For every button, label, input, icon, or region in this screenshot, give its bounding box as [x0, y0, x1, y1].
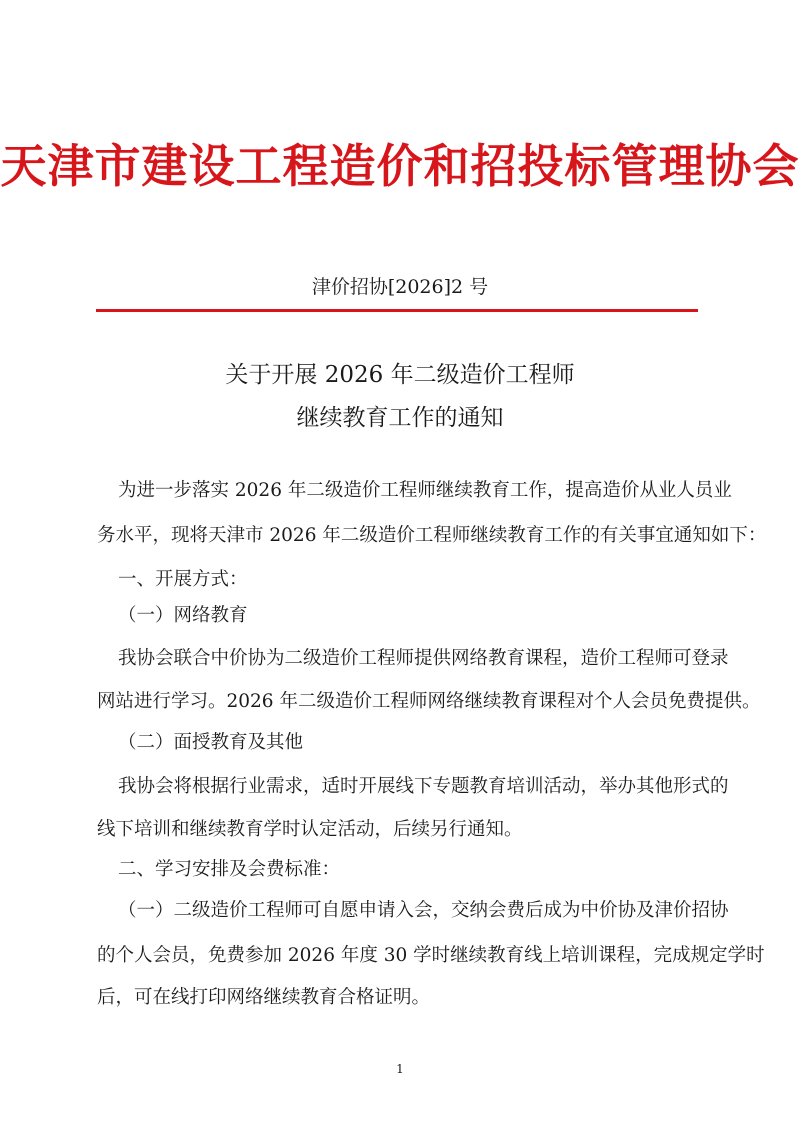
organization-masthead: 天津市建设工程造价和招投标管理协会 [0, 139, 800, 193]
paragraph-3-line-2: 线下培训和继续教育学时认定活动，后续另行通知。 [97, 819, 523, 840]
paragraph-3-line-1: 我协会将根据行业需求，适时开展线下专题教育培训活动，举办其他形式的 [118, 776, 729, 797]
document-number: 津价招协[2026]2 号 [311, 276, 489, 298]
section-heading-2: 二、学习安排及会费标准： [118, 859, 341, 880]
paragraph-2-line-1: 我协会联合中价协为二级造价工程师提供网络教育课程，造价工程师可登录 [118, 648, 729, 669]
paragraph-4-line-2: 的个人会员，免费参加 2026 年度 30 学时继续教育线上培训课程，完成规定学时 [97, 945, 765, 966]
paragraph-2-line-2: 网站进行学习。2026 年二级造价工程师网络继续教育课程对个人会员免费提供。 [97, 691, 761, 712]
subsection-heading-1-1: （一）网络教育 [118, 605, 248, 626]
section-heading-1: 一、开展方式： [118, 569, 248, 590]
notice-title-line-1: 关于开展 2026 年二级造价工程师 [225, 362, 575, 388]
subsection-heading-1-2: （二）面授教育及其他 [118, 732, 304, 753]
notice-title-line-2: 继续教育工作的通知 [296, 405, 504, 431]
paragraph-1-line-1: 为进一步落实 2026 年二级造价工程师继续教育工作，提高造价从业人员业 [118, 480, 732, 501]
paragraph-4-line-1: （一）二级造价工程师可自愿申请入会，交纳会费后成为中价协及津价招协 [118, 900, 729, 921]
red-divider-line [96, 309, 698, 312]
paragraph-4-line-3: 后，可在线打印网络继续教育合格证明。 [97, 987, 431, 1008]
page-number: 1 [396, 1062, 404, 1076]
paragraph-1-line-2: 务水平，现将天津市 2026 年二级造价工程师继续教育工作的有关事宜通知如下： [97, 525, 767, 546]
